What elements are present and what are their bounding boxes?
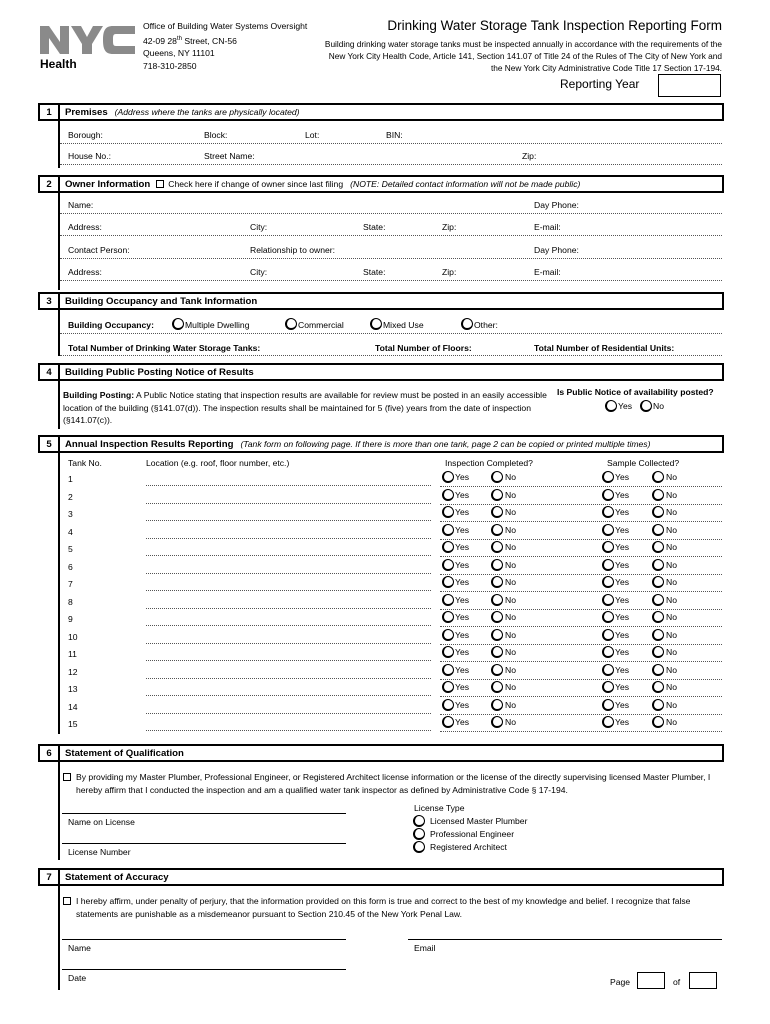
inspection-no-label: No	[505, 595, 516, 605]
tank-number: 5	[68, 544, 73, 554]
inspection-no-label: No	[505, 665, 516, 675]
inspection-yes-label: Yes	[455, 612, 470, 622]
section-rule	[58, 886, 60, 990]
inspection-no-radio[interactable]	[491, 611, 503, 623]
field-line	[60, 235, 722, 236]
section-rule	[58, 121, 60, 168]
occupancy-other-label: Other:	[474, 320, 498, 330]
row-line	[440, 661, 722, 662]
license-architect-label: Registered Architect	[430, 842, 507, 852]
owner-day-phone-field[interactable]: Day Phone:	[534, 200, 579, 210]
inspection-yes-radio[interactable]	[442, 681, 454, 693]
tank-location-field[interactable]	[146, 503, 431, 504]
office-phone: 718-310-2850	[143, 60, 197, 71]
sample-no-radio[interactable]	[652, 506, 664, 518]
inspection-no-label: No	[505, 717, 516, 727]
section-number: 4	[40, 365, 60, 379]
sample-no-radio[interactable]	[652, 716, 664, 728]
qualification-checkbox[interactable]	[63, 773, 71, 781]
sample-no-radio[interactable]	[652, 646, 664, 658]
tank-location-field[interactable]	[146, 643, 431, 644]
row-line	[440, 539, 722, 540]
tank-number: 4	[68, 527, 73, 537]
sample-no-label: No	[666, 472, 677, 482]
house-no-field[interactable]: House No.:	[68, 151, 111, 161]
inspection-no-radio[interactable]	[491, 629, 503, 641]
signature-line	[408, 939, 722, 940]
license-number-field[interactable]: License Number	[68, 847, 131, 857]
sample-yes-label: Yes	[615, 472, 630, 482]
tank-location-field[interactable]	[146, 660, 431, 661]
row-line	[440, 679, 722, 680]
sample-no-radio[interactable]	[652, 594, 664, 606]
license-plumber-radio[interactable]	[413, 815, 425, 827]
sample-yes-radio[interactable]	[602, 576, 614, 588]
inspection-yes-radio[interactable]	[442, 629, 454, 641]
occupancy-multiple-label: Multiple Dwelling	[185, 320, 250, 330]
sample-yes-radio[interactable]	[602, 541, 614, 553]
col-inspection-completed: Inspection Completed?	[445, 458, 533, 468]
sample-no-label: No	[666, 665, 677, 675]
inspection-no-label: No	[505, 682, 516, 692]
row-line	[440, 731, 722, 732]
sample-no-label: No	[666, 717, 677, 727]
sample-yes-label: Yes	[615, 542, 630, 552]
tank-number: 2	[68, 492, 73, 502]
field-line	[60, 143, 722, 144]
section-owner-header	[38, 175, 724, 193]
inspection-yes-radio[interactable]	[442, 506, 454, 518]
qualification-text: By providing my Master Plumber, Professional Engineer, or Registered Architect license information or the license of the directly supervising licensed Master Plumber, I hereby affirm that I conducted the inspection and am a qualified water tank inspector as defined by Administrative Code § 17-194.	[76, 772, 711, 795]
license-type-label: License Type	[414, 803, 465, 813]
sample-yes-radio[interactable]	[602, 646, 614, 658]
total-floors-field[interactable]: Total Number of Floors:	[375, 343, 472, 353]
inspection-yes-radio[interactable]	[442, 646, 454, 658]
inspection-yes-label: Yes	[455, 507, 470, 517]
tank-number: 9	[68, 614, 73, 624]
sample-no-radio[interactable]	[652, 524, 664, 536]
sample-yes-label: Yes	[615, 612, 630, 622]
inspection-no-label: No	[505, 490, 516, 500]
reporting-year-label: Reporting Year	[560, 77, 640, 91]
posting-no-label: No	[653, 401, 664, 411]
sample-yes-radio[interactable]	[602, 629, 614, 641]
license-plumber-label: Licensed Master Plumber	[430, 816, 528, 826]
contact-address-field[interactable]: Address:	[68, 267, 102, 277]
occupancy-mixed-radio[interactable]	[370, 318, 382, 330]
signature-line	[62, 843, 346, 844]
tank-location-field[interactable]	[146, 555, 431, 556]
inspection-yes-label: Yes	[455, 700, 470, 710]
signer-email-field[interactable]: Email	[414, 943, 436, 953]
owner-change-checkbox[interactable]	[156, 180, 164, 188]
inspection-yes-label: Yes	[455, 472, 470, 482]
office-address	[143, 20, 307, 72]
tank-location-field[interactable]	[146, 608, 431, 609]
page-total-input[interactable]	[689, 972, 717, 989]
section-note: (NOTE: Detailed contact information will not be made public)	[350, 179, 581, 189]
inspection-no-label: No	[505, 700, 516, 710]
contact-zip-field[interactable]: Zip:	[442, 267, 457, 277]
section-qualification-header	[38, 744, 724, 762]
tank-location-field[interactable]	[146, 520, 431, 521]
owner-city-field[interactable]: City:	[250, 222, 268, 232]
section-number: 1	[40, 105, 60, 119]
posting-yes-label: Yes	[618, 401, 633, 411]
owner-change-label: Check here if change of owner since last filing	[168, 179, 344, 189]
sample-yes-radio[interactable]	[602, 681, 614, 693]
occupancy-mixed-label: Mixed Use	[383, 320, 424, 330]
section-title: Building Occupancy and Tank Information	[65, 295, 258, 307]
sample-yes-label: Yes	[615, 490, 630, 500]
inspection-yes-radio[interactable]	[442, 489, 454, 501]
tank-location-field[interactable]	[146, 678, 431, 679]
sample-no-radio[interactable]	[652, 699, 664, 711]
owner-email-field[interactable]: E-mail:	[534, 222, 561, 232]
inspection-yes-radio[interactable]	[442, 594, 454, 606]
inspection-yes-radio[interactable]	[442, 699, 454, 711]
section-rule	[58, 762, 60, 860]
sample-no-radio[interactable]	[652, 489, 664, 501]
inspection-no-radio[interactable]	[491, 506, 503, 518]
inspection-no-radio[interactable]	[491, 489, 503, 501]
inspection-no-radio[interactable]	[491, 576, 503, 588]
borough-field[interactable]: Borough:	[68, 130, 103, 140]
sample-yes-label: Yes	[615, 700, 630, 710]
section-title: Premises	[65, 106, 108, 118]
row-line	[440, 521, 722, 522]
sample-yes-radio[interactable]	[602, 699, 614, 711]
owner-address-field[interactable]: Address:	[68, 222, 102, 232]
inspection-no-label: No	[505, 560, 516, 570]
page-label: Page	[610, 977, 631, 987]
sample-no-label: No	[666, 507, 677, 517]
sample-yes-radio[interactable]	[602, 506, 614, 518]
inspection-no-label: No	[505, 612, 516, 622]
row-line	[440, 609, 722, 610]
field-line	[60, 213, 722, 214]
license-engineer-label: Professional Engineer	[430, 829, 515, 839]
inspection-no-radio[interactable]	[491, 699, 503, 711]
inspection-no-label: No	[505, 577, 516, 587]
sample-no-label: No	[666, 490, 677, 500]
inspection-no-label: No	[505, 507, 516, 517]
sample-yes-label: Yes	[615, 630, 630, 640]
field-line	[60, 355, 722, 356]
section-posting-header	[38, 363, 724, 381]
bin-field[interactable]: BIN:	[386, 130, 403, 140]
section-number: 3	[40, 294, 60, 308]
inspection-no-label: No	[505, 525, 516, 535]
inspection-no-radio[interactable]	[491, 471, 503, 483]
license-architect-radio[interactable]	[413, 841, 425, 853]
sample-yes-label: Yes	[615, 647, 630, 657]
inspection-no-label: No	[505, 647, 516, 657]
contact-person-field[interactable]: Contact Person:	[68, 245, 130, 255]
tank-number: 7	[68, 579, 73, 589]
signature-line	[62, 813, 346, 814]
sample-yes-label: Yes	[615, 717, 630, 727]
sample-yes-radio[interactable]	[602, 664, 614, 676]
section-title: Owner Information	[65, 178, 151, 190]
posting-question: Is Public Notice of availability posted?	[557, 387, 714, 397]
inspection-yes-radio[interactable]	[442, 524, 454, 536]
section-rule	[58, 193, 60, 290]
posting-no-radio[interactable]	[640, 400, 652, 412]
inspection-no-label: No	[505, 630, 516, 640]
col-location: Location (e.g. roof, floor number, etc.)	[146, 458, 290, 468]
col-tank-no: Tank No.	[68, 458, 102, 468]
sample-no-radio[interactable]	[652, 681, 664, 693]
logo-health-text: Health	[40, 57, 77, 70]
section-title: Statement of Accuracy	[65, 871, 169, 883]
block-field[interactable]: Block:	[204, 130, 228, 140]
section-accuracy-header	[38, 868, 724, 886]
section-number: 6	[40, 746, 60, 760]
sample-yes-radio[interactable]	[602, 716, 614, 728]
inspection-no-radio[interactable]	[491, 716, 503, 728]
row-line	[440, 574, 722, 575]
posting-yes-radio[interactable]	[605, 400, 617, 412]
occupancy-commercial-radio[interactable]	[285, 318, 297, 330]
sample-yes-label: Yes	[615, 665, 630, 675]
section-rule	[58, 453, 60, 734]
tank-location-field[interactable]	[146, 485, 431, 486]
sample-yes-label: Yes	[615, 507, 630, 517]
page-number-input[interactable]	[637, 972, 665, 989]
occupancy-commercial-label: Commercial	[298, 320, 344, 330]
field-line	[60, 164, 722, 165]
inspection-yes-radio[interactable]	[442, 471, 454, 483]
sample-yes-radio[interactable]	[602, 559, 614, 571]
relationship-field[interactable]: Relationship to owner:	[250, 245, 336, 255]
field-line	[60, 258, 722, 259]
field-line	[60, 333, 722, 334]
row-line	[440, 556, 722, 557]
tank-number: 6	[68, 562, 73, 572]
inspection-yes-label: Yes	[455, 630, 470, 640]
inspection-no-label: No	[505, 542, 516, 552]
inspection-yes-radio[interactable]	[442, 664, 454, 676]
inspection-yes-label: Yes	[455, 577, 470, 587]
signature-line	[62, 939, 346, 940]
tank-number: 11	[68, 649, 77, 659]
sample-no-radio[interactable]	[652, 576, 664, 588]
sample-no-label: No	[666, 542, 677, 552]
contact-city-field[interactable]: City:	[250, 267, 268, 277]
tank-location-field[interactable]	[146, 573, 431, 574]
sign-date-field[interactable]: Date	[68, 973, 87, 983]
sample-no-label: No	[666, 630, 677, 640]
inspection-yes-label: Yes	[455, 682, 470, 692]
inspection-no-radio[interactable]	[491, 524, 503, 536]
section-note: (Tank form on following page. If there is more than one tank, page 2 can be copied or printed multiple times)	[240, 439, 651, 449]
tank-number: 13	[68, 684, 78, 694]
sample-no-label: No	[666, 647, 677, 657]
sample-no-label: No	[666, 525, 677, 535]
section-inspection-header	[38, 435, 724, 453]
office-name: Office of Building Water Systems Oversight	[143, 21, 308, 31]
section-note: (Address where the tanks are physically located)	[114, 107, 300, 117]
inspection-yes-radio[interactable]	[442, 716, 454, 728]
section-number: 2	[40, 177, 60, 191]
inspection-yes-label: Yes	[455, 490, 470, 500]
sample-no-label: No	[666, 595, 677, 605]
total-tanks-field[interactable]: Total Number of Drinking Water Storage Tanks:	[68, 343, 261, 353]
owner-name-field[interactable]: Name:	[68, 200, 94, 210]
tank-number: 12	[68, 667, 78, 677]
section-title: Statement of Qualification	[65, 747, 184, 759]
sample-no-label: No	[666, 700, 677, 710]
inspection-yes-radio[interactable]	[442, 559, 454, 571]
section-number: 7	[40, 870, 60, 884]
tank-number: 14	[68, 702, 78, 712]
posting-paragraph: Building Posting: A Public Notice stating that inspection results are available for review must be posted in an easily accessible location of the building (§141.07(d)). The inspection results shall be maintained for 5 (five) years from the date of inspection (§141.07(c)).	[63, 390, 547, 426]
sample-yes-label: Yes	[615, 595, 630, 605]
inspection-yes-radio[interactable]	[442, 576, 454, 588]
license-engineer-radio[interactable]	[413, 828, 425, 840]
tank-location-field[interactable]	[146, 590, 431, 591]
owner-zip-field[interactable]: Zip:	[442, 222, 457, 232]
occupancy-other-radio[interactable]	[461, 318, 473, 330]
inspection-yes-label: Yes	[455, 595, 470, 605]
sample-no-radio[interactable]	[652, 664, 664, 676]
owner-state-field[interactable]: State:	[363, 222, 386, 232]
contact-state-field[interactable]: State:	[363, 267, 386, 277]
inspection-no-radio[interactable]	[491, 541, 503, 553]
occupancy-label: Building Occupancy:	[68, 320, 154, 330]
inspection-no-label: No	[505, 472, 516, 482]
inspection-yes-radio[interactable]	[442, 541, 454, 553]
office-city: Queens, NY 11101	[143, 48, 215, 59]
row-line	[440, 644, 722, 645]
sample-yes-radio[interactable]	[602, 611, 614, 623]
tank-number: 1	[68, 474, 73, 484]
inspection-yes-radio[interactable]	[442, 611, 454, 623]
inspection-yes-label: Yes	[455, 525, 470, 535]
inspection-no-radio[interactable]	[491, 594, 503, 606]
inspection-yes-label: Yes	[455, 647, 470, 657]
sample-yes-label: Yes	[615, 525, 630, 535]
sample-yes-label: Yes	[615, 560, 630, 570]
inspection-yes-label: Yes	[455, 717, 470, 727]
row-line	[440, 626, 722, 627]
field-line	[60, 280, 722, 281]
sample-no-label: No	[666, 577, 677, 587]
inspection-no-radio[interactable]	[491, 646, 503, 658]
row-line	[440, 714, 722, 715]
section-title: Building Public Posting Notice of Results	[65, 366, 254, 378]
sample-no-label: No	[666, 612, 677, 622]
tank-location-field[interactable]	[146, 538, 431, 539]
premises-zip-field[interactable]: Zip:	[522, 151, 537, 161]
row-line	[440, 504, 722, 505]
signature-line	[62, 969, 346, 970]
sample-no-radio[interactable]	[652, 629, 664, 641]
name-on-license-field[interactable]: Name on License	[68, 817, 135, 827]
inspection-yes-label: Yes	[455, 560, 470, 570]
accuracy-text: I hereby affirm, under penalty of perjury, that the information provided on this form is true and correct to the best of my knowledge and belief. I recognize that false statements are punishable as a misdemeanor pursuant to Section 210.45 of the New York Penal Law.	[76, 896, 691, 919]
lot-field[interactable]: Lot:	[305, 130, 320, 140]
sample-yes-label: Yes	[615, 682, 630, 692]
sample-no-label: No	[666, 560, 677, 570]
street-name-field[interactable]: Street Name:	[204, 151, 255, 161]
row-line	[440, 486, 722, 487]
sample-no-label: No	[666, 682, 677, 692]
tank-location-field[interactable]	[146, 713, 431, 714]
inspection-no-radio[interactable]	[491, 559, 503, 571]
tank-location-field[interactable]	[146, 730, 431, 731]
inspection-no-radio[interactable]	[491, 681, 503, 693]
sample-yes-radio[interactable]	[602, 524, 614, 536]
form-subtitle: Building drinking water storage tanks must be inspected annually in accordance with the requirements of the New York City Health Code, Article 141, Section 141.07 of Title 24 of the Rules of The City of New York and the New York City Administrative Code Title 17 Section 17-194.	[324, 39, 722, 73]
col-sample-collected: Sample Collected?	[607, 458, 680, 468]
occupancy-multiple-radio[interactable]	[172, 318, 184, 330]
tank-location-field[interactable]	[146, 625, 431, 626]
accuracy-checkbox[interactable]	[63, 897, 71, 905]
row-line	[440, 591, 722, 592]
sample-yes-radio[interactable]	[602, 471, 614, 483]
sample-no-radio[interactable]	[652, 541, 664, 553]
nyc-health-logo	[40, 22, 140, 70]
section-number: 5	[40, 437, 60, 451]
sample-yes-radio[interactable]	[602, 594, 614, 606]
tank-location-field[interactable]	[146, 695, 431, 696]
contact-day-phone-field[interactable]: Day Phone:	[534, 245, 579, 255]
of-label: of	[673, 977, 681, 987]
inspection-yes-label: Yes	[455, 665, 470, 675]
section-premises-header	[38, 103, 724, 121]
sample-no-radio[interactable]	[652, 611, 664, 623]
inspection-no-radio[interactable]	[491, 664, 503, 676]
residential-units-field[interactable]: Total Number of Residential Units:	[534, 343, 675, 353]
sample-no-radio[interactable]	[652, 559, 664, 571]
sample-no-radio[interactable]	[652, 471, 664, 483]
signer-name-field[interactable]: Name	[68, 943, 91, 953]
row-line	[440, 696, 722, 697]
tank-number: 15	[68, 719, 78, 729]
sample-yes-label: Yes	[615, 577, 630, 587]
contact-email-field[interactable]: E-mail:	[534, 267, 561, 277]
section-rule	[58, 381, 60, 429]
section-title: Annual Inspection Results Reporting	[65, 438, 234, 450]
inspection-yes-label: Yes	[455, 542, 470, 552]
form-title: Drinking Water Storage Tank Inspection Reporting Form	[387, 18, 722, 33]
reporting-year-input[interactable]	[658, 74, 721, 97]
office-street: 42-09 28th Street, CN-56	[143, 35, 237, 46]
sample-yes-radio[interactable]	[602, 489, 614, 501]
tank-number: 10	[68, 632, 78, 642]
section-occupancy-header	[38, 292, 724, 310]
tank-number: 8	[68, 597, 73, 607]
tank-number: 3	[68, 509, 73, 519]
